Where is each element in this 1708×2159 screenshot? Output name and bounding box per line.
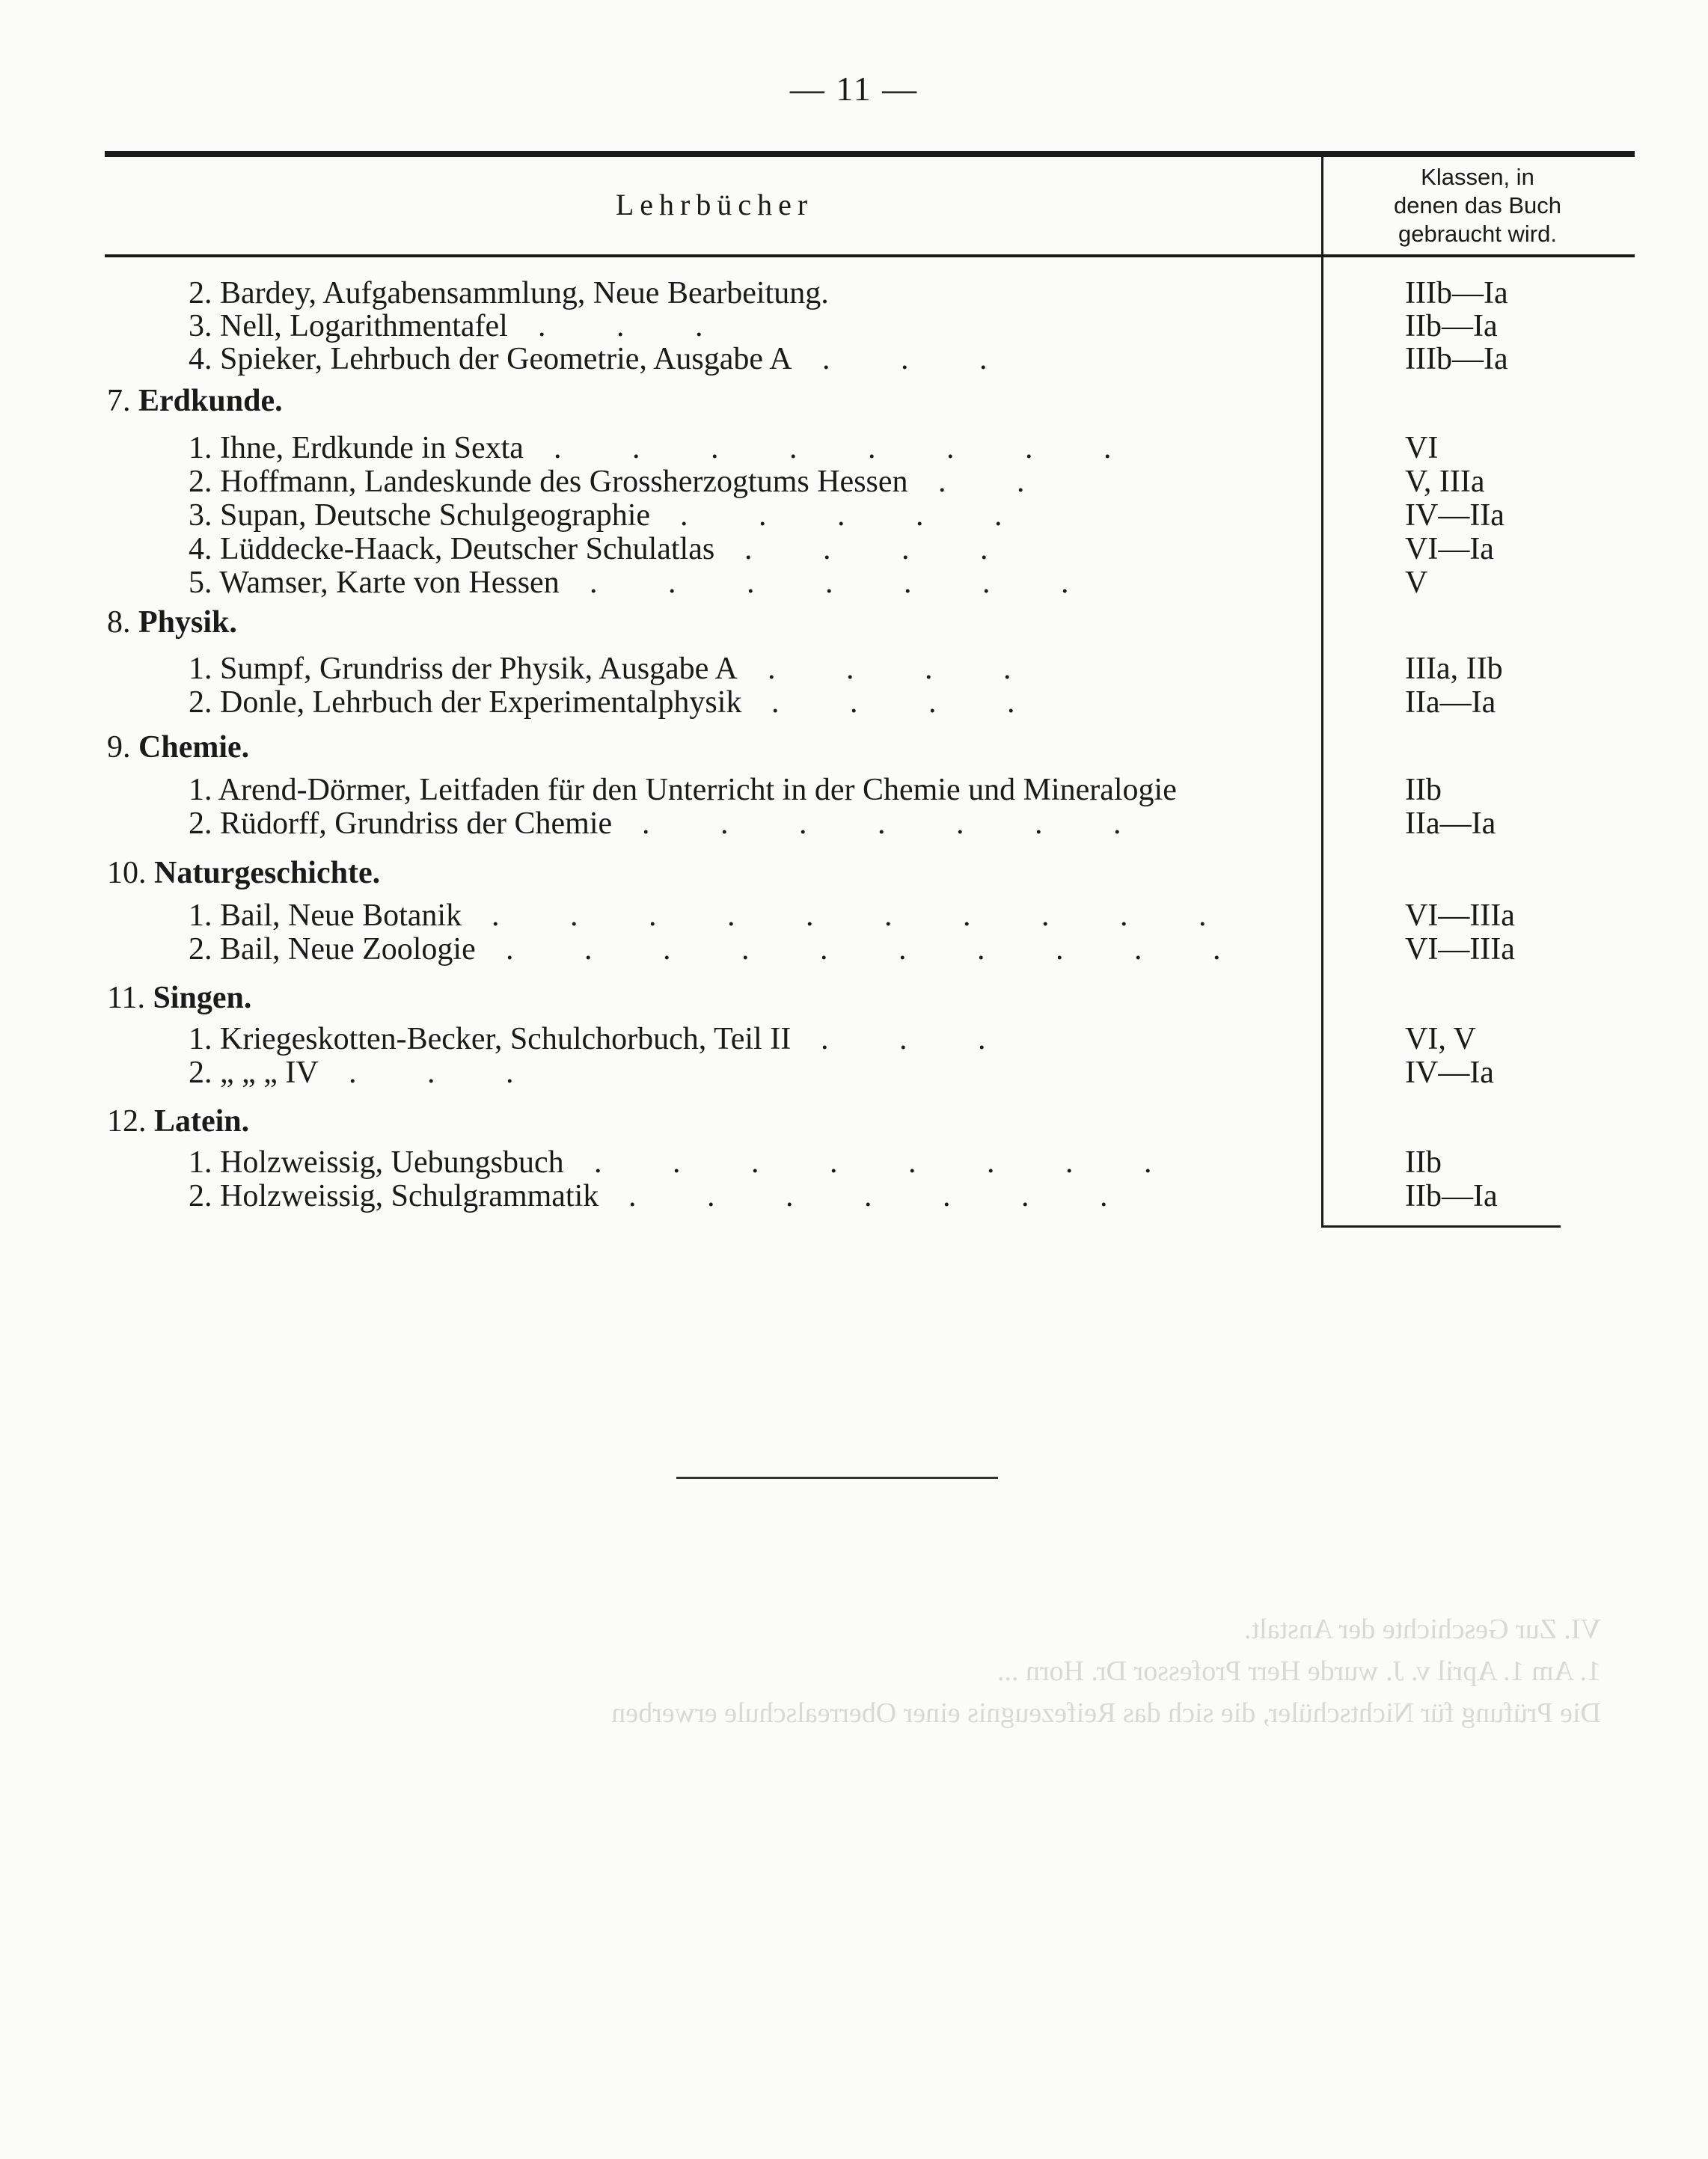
book-title: 1. Holzweissig, Uebungsbuch: [189, 1145, 564, 1180]
book-row: [0, 1021, 1708, 1057]
page-number: — 11 —: [789, 70, 919, 108]
book-row: [0, 806, 1708, 842]
header-bottom-rule: [105, 254, 1635, 257]
book-row: [0, 464, 1708, 500]
book-row: [0, 898, 1708, 934]
book-classes: IIa—Ia: [1405, 806, 1496, 841]
book-row: [0, 430, 1708, 466]
book-title: 2. Donle, Lehrbuch der Experimentalphysik: [189, 685, 742, 720]
bleed-line: Die Prüfung für Nichtschüler, die sich das Reifezeugnis einer Oberrealschule erwerben: [611, 1697, 1601, 1729]
header-classes-line-2: denen das Buch: [1393, 192, 1562, 218]
leader-dots: . . . . . . . .: [554, 431, 1143, 465]
book-classes: IIa—Ia: [1405, 685, 1496, 720]
section-label: Chemie.: [138, 730, 250, 765]
book-classes: IIb: [1405, 773, 1442, 807]
book-title: 1. Arend-Dörmer, Leitfaden für den Unterricht in der Chemie und Mineralogie: [189, 773, 1177, 807]
bleed-line: VI. Zur Geschichte der Anstalt.: [1244, 1614, 1601, 1645]
book-title: 5. Wamser, Karte von Hessen: [189, 566, 560, 600]
book-row: [0, 565, 1708, 601]
book-row: [0, 931, 1708, 967]
section-title: [107, 1103, 249, 1139]
book-classes: IV—Ia: [1405, 1056, 1494, 1090]
book-row: [0, 1055, 1708, 1091]
leader-dots: . . . .: [744, 532, 1020, 566]
section-title: [107, 729, 249, 765]
leader-dots: . . .: [821, 1022, 1017, 1056]
book-title: 2. „ „ „ IV: [189, 1056, 319, 1090]
section-number: 7.: [107, 384, 131, 418]
header-classes-line-3: gebraucht wird.: [1398, 221, 1557, 247]
leader-dots: . . . . . . . . . .: [506, 932, 1252, 967]
book-classes: IIIb—Ia: [1405, 342, 1508, 376]
book-row: [0, 497, 1708, 533]
book-row: [0, 1178, 1708, 1214]
section-label: Physik.: [138, 605, 237, 640]
book-classes: VI: [1405, 431, 1439, 465]
leader-dots: . . . .: [771, 685, 1047, 720]
book-classes: IIb—Ia: [1405, 309, 1498, 343]
bleed-line: 1. Am 1. April v. J. wurde Herr Professor Dr. Horn ...: [997, 1656, 1601, 1687]
book-title: 2. Bardey, Aufgabensammlung, Neue Bearbeitung.: [189, 276, 829, 310]
section-heading: [0, 383, 1708, 419]
book-classes: V, IIIa: [1405, 465, 1485, 499]
book-classes: VI—IIIa: [1405, 932, 1515, 967]
book-title: 1. Sumpf, Grundriss der Physik, Ausgabe A: [189, 652, 738, 686]
section-title: [107, 383, 283, 419]
book-classes: IIb: [1405, 1145, 1442, 1180]
leader-dots: . .: [938, 465, 1056, 499]
section-heading: [0, 604, 1708, 640]
section-label: Erdkunde.: [138, 384, 283, 418]
book-row: [0, 308, 1708, 344]
book-title: 4. Spieker, Lehrbuch der Geometrie, Ausgabe A: [189, 342, 792, 376]
leader-dots: . . . . . . . . . .: [492, 898, 1238, 933]
leader-dots: . . .: [538, 309, 735, 343]
book-classes: IV—IIa: [1405, 498, 1505, 533]
bleed-through-text: [105, 1608, 1601, 1734]
book-row: [0, 341, 1708, 377]
book-row: [0, 685, 1708, 720]
section-divider: [676, 1477, 998, 1479]
table-header-title: Lehrbücher: [615, 188, 814, 221]
header-classes-line-1: Klassen, in: [1421, 164, 1534, 190]
section-number: 11.: [107, 981, 145, 1015]
book-classes: VI—Ia: [1405, 532, 1494, 566]
book-title: 3. Nell, Logarithmentafel: [189, 309, 508, 343]
top-rule-thick: [105, 151, 1635, 157]
leader-dots: . . . . .: [680, 498, 1034, 533]
section-title: [107, 604, 237, 640]
book-row: [0, 275, 1708, 311]
table-bottom-rule: [1321, 1225, 1561, 1228]
table-header-classes: [1328, 163, 1627, 248]
section-heading: [0, 855, 1708, 891]
leader-dots: . . .: [349, 1056, 545, 1090]
book-title: 1. Bail, Neue Botanik: [189, 898, 462, 933]
section-title: [107, 855, 380, 891]
book-row: [0, 651, 1708, 687]
leader-dots: . . .: [822, 342, 1019, 376]
section-label: Latein.: [154, 1104, 250, 1139]
section-heading: [0, 1103, 1708, 1139]
book-classes: VI—IIIa: [1405, 898, 1515, 933]
section-label: Singen.: [153, 981, 252, 1015]
book-row: [0, 772, 1708, 808]
book-title: 2. Holzweissig, Schulgrammatik: [189, 1179, 599, 1213]
section-label: Naturgeschichte.: [154, 856, 381, 890]
section-number: 9.: [107, 730, 131, 765]
book-title: 1. Ihne, Erdkunde in Sexta: [189, 431, 524, 465]
book-title: 2. Hoffmann, Landeskunde des Grossherzogtums Hessen: [189, 465, 908, 499]
section-number: 8.: [107, 605, 131, 640]
leader-dots: . . . . . . .: [642, 806, 1153, 841]
book-title: 4. Lüddecke-Haack, Deutscher Schulatlas: [189, 532, 715, 566]
book-row: [0, 531, 1708, 567]
section-title: [107, 980, 251, 1016]
leader-dots: . . . . . . . .: [594, 1145, 1184, 1180]
section-heading: [0, 729, 1708, 765]
book-title: 2. Rüdorff, Grundriss der Chemie: [189, 806, 613, 841]
leader-dots: . . . . . . .: [590, 566, 1101, 600]
book-classes: IIIa, IIb: [1405, 652, 1503, 686]
section-heading: [0, 980, 1708, 1016]
book-classes: IIIb—Ia: [1405, 276, 1508, 310]
section-number: 12.: [107, 1104, 147, 1139]
book-title: 3. Supan, Deutsche Schulgeographie: [189, 498, 651, 533]
leader-dots: . . . . . . .: [628, 1179, 1139, 1213]
book-title: 2. Bail, Neue Zoologie: [189, 932, 476, 967]
book-classes: V: [1405, 566, 1428, 600]
book-classes: IIb—Ia: [1405, 1179, 1498, 1213]
book-title: 1. Kriegeskotten-Becker, Schulchorbuch, Teil II: [189, 1022, 792, 1056]
leader-dots: . . . .: [768, 652, 1043, 686]
book-classes: VI, V: [1405, 1022, 1476, 1056]
section-number: 10.: [107, 856, 147, 890]
book-row: [0, 1145, 1708, 1180]
